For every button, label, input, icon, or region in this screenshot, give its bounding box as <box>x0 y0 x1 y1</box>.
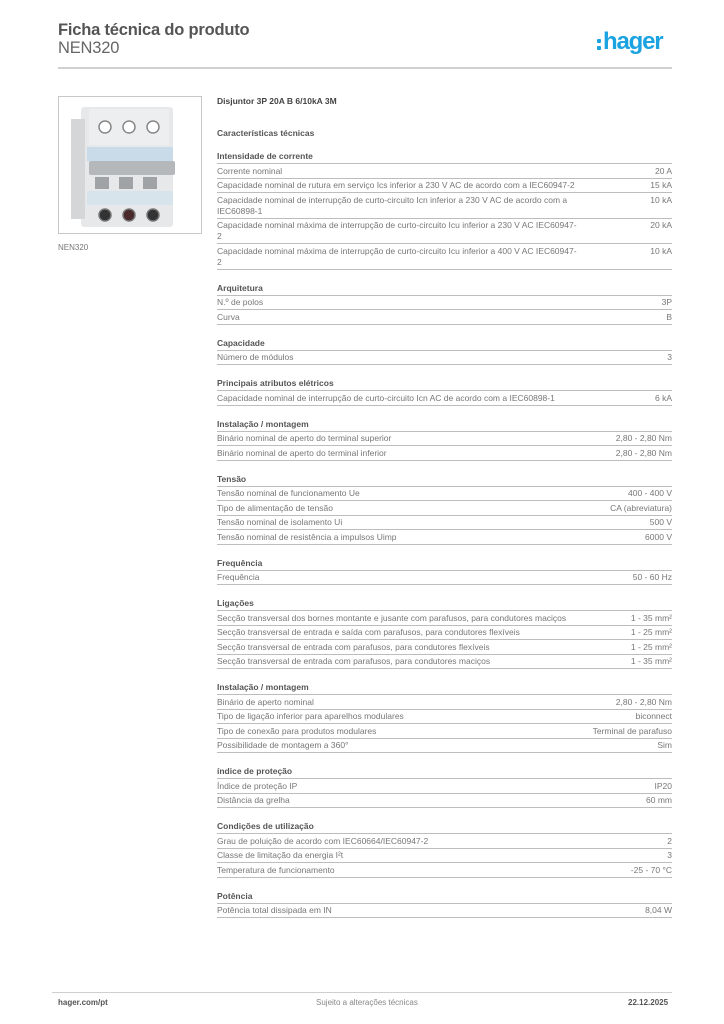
spec-row <box>217 849 672 864</box>
spec-label: Classe de limitação da energia I²t <box>217 850 344 860</box>
spec-row <box>217 640 672 655</box>
spec-row <box>217 446 672 461</box>
spec-section <box>217 473 672 545</box>
spec-section <box>217 890 672 919</box>
spec-section <box>217 150 672 270</box>
hager-logo <box>597 28 662 56</box>
spec-value: 20 A <box>654 165 672 176</box>
spec-row <box>217 487 672 502</box>
spec-value: 10 kA <box>650 194 672 205</box>
spec-row <box>217 501 672 516</box>
spec-value: 2,80 - 2,80 Nm <box>615 433 672 443</box>
spec-value: 1 - 25 mm² <box>630 641 672 652</box>
spec-value: 2,80 - 2,80 Nm <box>615 447 672 458</box>
spec-label: Tipo de conexão para produtos modulares <box>217 725 377 736</box>
spec-value: 1 - 35 mm² <box>630 612 672 623</box>
spec-label: Distância da grelha <box>217 795 290 805</box>
section-title: Condições de utilização <box>217 820 672 834</box>
spec-row <box>217 351 672 366</box>
spec-row <box>217 863 672 878</box>
spec-label: Potência total dissipada em IN <box>217 905 332 915</box>
spec-label: Secção transversal de entrada com parafusos, para condutores maciços <box>217 656 491 666</box>
spec-value: 3P <box>661 297 672 307</box>
header-divider <box>58 67 672 69</box>
section-title: Intensidade de corrente <box>217 150 672 164</box>
spec-value: 3 <box>667 850 672 860</box>
spec-row <box>217 611 672 626</box>
spec-value: 6 kA <box>654 392 672 403</box>
spec-label: Capacidade nominal de interrupção de curto-circuito Icn AC de acordo com a IEC60898-1 <box>217 392 555 403</box>
spec-row <box>217 164 672 179</box>
section-title: Arquitetura <box>217 282 672 296</box>
spec-label: Capacidade nominal máxima de interrupção de curto-circuito Icu inferior a 400 V AC IEC60947-2 <box>217 245 577 267</box>
section-title: índice de proteção <box>217 765 672 779</box>
spec-value: CA (abreviatura) <box>610 502 672 513</box>
characteristics-heading: Características técnicas <box>217 128 315 138</box>
spec-label: Secção transversal de entrada e saída com parafusos, para condutores flexíveis <box>217 627 520 637</box>
spec-row <box>217 179 672 194</box>
spec-label: Tensão nominal de funcionamento Ue <box>217 488 360 498</box>
spec-row <box>217 655 672 670</box>
spec-row <box>217 244 672 270</box>
spec-value: 400 - 400 V <box>628 488 672 498</box>
spec-row <box>217 193 672 219</box>
spec-row <box>217 904 672 919</box>
spec-value: 1 - 25 mm² <box>630 627 672 637</box>
product-description: Disjuntor 3P 20A B 6/10kA 3M <box>217 96 337 106</box>
footer-website: hager.com/pt <box>58 998 108 1007</box>
logo-dots-icon <box>597 39 601 50</box>
spec-label: Binário nominal de aperto do terminal inferior <box>217 447 387 458</box>
spec-value: 2 <box>667 835 672 846</box>
spec-value: 3 <box>667 352 672 362</box>
spec-sections <box>217 150 672 918</box>
product-image <box>58 96 202 234</box>
spec-row <box>217 219 672 245</box>
spec-value: 50 - 60 Hz <box>632 572 672 582</box>
spec-value: biconnect <box>635 711 672 721</box>
spec-label: Tipo de alimentação de tensão <box>217 502 333 513</box>
spec-row <box>217 571 672 586</box>
spec-row <box>217 779 672 794</box>
spec-label: N.º de polos <box>217 297 264 307</box>
spec-section <box>217 418 672 461</box>
spec-row <box>217 310 672 325</box>
spec-label: Corrente nominal <box>217 165 283 176</box>
spec-label: Binário de aperto nominal <box>217 696 314 707</box>
spec-value: 20 kA <box>650 220 672 230</box>
spec-label: Frequência <box>217 572 260 582</box>
circuit-breaker-icon <box>59 97 201 233</box>
spec-section <box>217 377 672 406</box>
spec-content <box>217 96 672 930</box>
image-caption: NEN320 <box>58 243 89 252</box>
spec-value: 15 kA <box>650 180 672 190</box>
spec-label: Índice de proteção IP <box>217 780 298 791</box>
spec-label: Capacidade nominal de interrupção de curto-circuito Icn inferior a 230 V AC de acordo com a IEC60898-1 <box>217 194 568 216</box>
spec-label: Binário nominal de aperto do terminal superior <box>217 433 392 443</box>
spec-row <box>217 710 672 725</box>
section-title: Instalação / montagem <box>217 418 672 432</box>
spec-label: Possibilidade de montagem a 360° <box>217 740 349 750</box>
spec-row <box>217 739 672 754</box>
section-title: Instalação / montagem <box>217 681 672 695</box>
spec-section <box>217 597 672 669</box>
spec-row <box>217 834 672 849</box>
spec-row <box>217 794 672 809</box>
section-title: Potência <box>217 890 672 904</box>
spec-value: Terminal de parafuso <box>592 725 672 736</box>
product-code: NEN320 <box>58 39 120 57</box>
section-title: Tensão <box>217 473 672 487</box>
spec-row <box>217 296 672 311</box>
spec-value: -25 - 70 °C <box>630 864 672 875</box>
footer-notice: Sujeito a alterações técnicas <box>316 998 418 1007</box>
spec-value: 6000 V <box>645 531 672 542</box>
section-title: Capacidade <box>217 337 672 351</box>
page-title: Ficha técnica do produto <box>58 21 250 39</box>
spec-label: Temperatura de funcionamento <box>217 864 335 875</box>
spec-section <box>217 765 672 808</box>
spec-value: 1 - 35 mm² <box>630 656 672 666</box>
spec-row <box>217 695 672 710</box>
spec-section <box>217 557 672 586</box>
spec-section <box>217 282 672 325</box>
spec-value: 8,04 W <box>645 905 672 915</box>
footer-divider <box>52 992 672 993</box>
spec-label: Grau de poluição de acordo com IEC60664/IEC60947-2 <box>217 835 429 846</box>
spec-value: Sim <box>657 740 672 750</box>
spec-row <box>217 516 672 531</box>
spec-section <box>217 681 672 753</box>
section-title: Frequência <box>217 557 672 571</box>
spec-value: IP20 <box>654 780 672 791</box>
logo-text: hager <box>603 28 663 55</box>
spec-value: 500 V <box>649 517 672 527</box>
spec-row <box>217 626 672 641</box>
spec-value: 10 kA <box>650 245 672 256</box>
spec-label: Tensão nominal de resistência a impulsos Uimp <box>217 531 397 542</box>
spec-value: 2,80 - 2,80 Nm <box>615 696 672 707</box>
section-title: Ligações <box>217 597 672 611</box>
spec-label: Tensão nominal de isolamento Ui <box>217 517 343 527</box>
spec-label: Secção transversal de entrada com parafusos, para condutores flexíveis <box>217 641 490 652</box>
spec-row <box>217 432 672 447</box>
footer-date: 22.12.2025 <box>628 998 669 1007</box>
spec-section <box>217 337 672 366</box>
spec-label: Tipo de ligação inferior para aparelhos modulares <box>217 711 404 721</box>
spec-row <box>217 391 672 406</box>
spec-section <box>217 820 672 878</box>
spec-label: Número de módulos <box>217 352 294 362</box>
spec-value: 60 mm <box>646 795 672 805</box>
spec-label: Curva <box>217 311 240 322</box>
spec-label: Secção transversal dos bornes montante e jusante com parafusos, para condutores maciços <box>217 612 567 623</box>
spec-row <box>217 724 672 739</box>
spec-label: Capacidade nominal de rutura em serviço Ics inferior a 230 V AC de acordo com a IEC60947-2 <box>217 180 575 190</box>
section-title: Principais atributos elétricos <box>217 377 672 391</box>
spec-value: B <box>666 311 672 322</box>
spec-label: Capacidade nominal máxima de interrupção de curto-circuito Icu inferior a 230 V AC IEC60947-2 <box>217 220 577 241</box>
spec-row <box>217 530 672 545</box>
